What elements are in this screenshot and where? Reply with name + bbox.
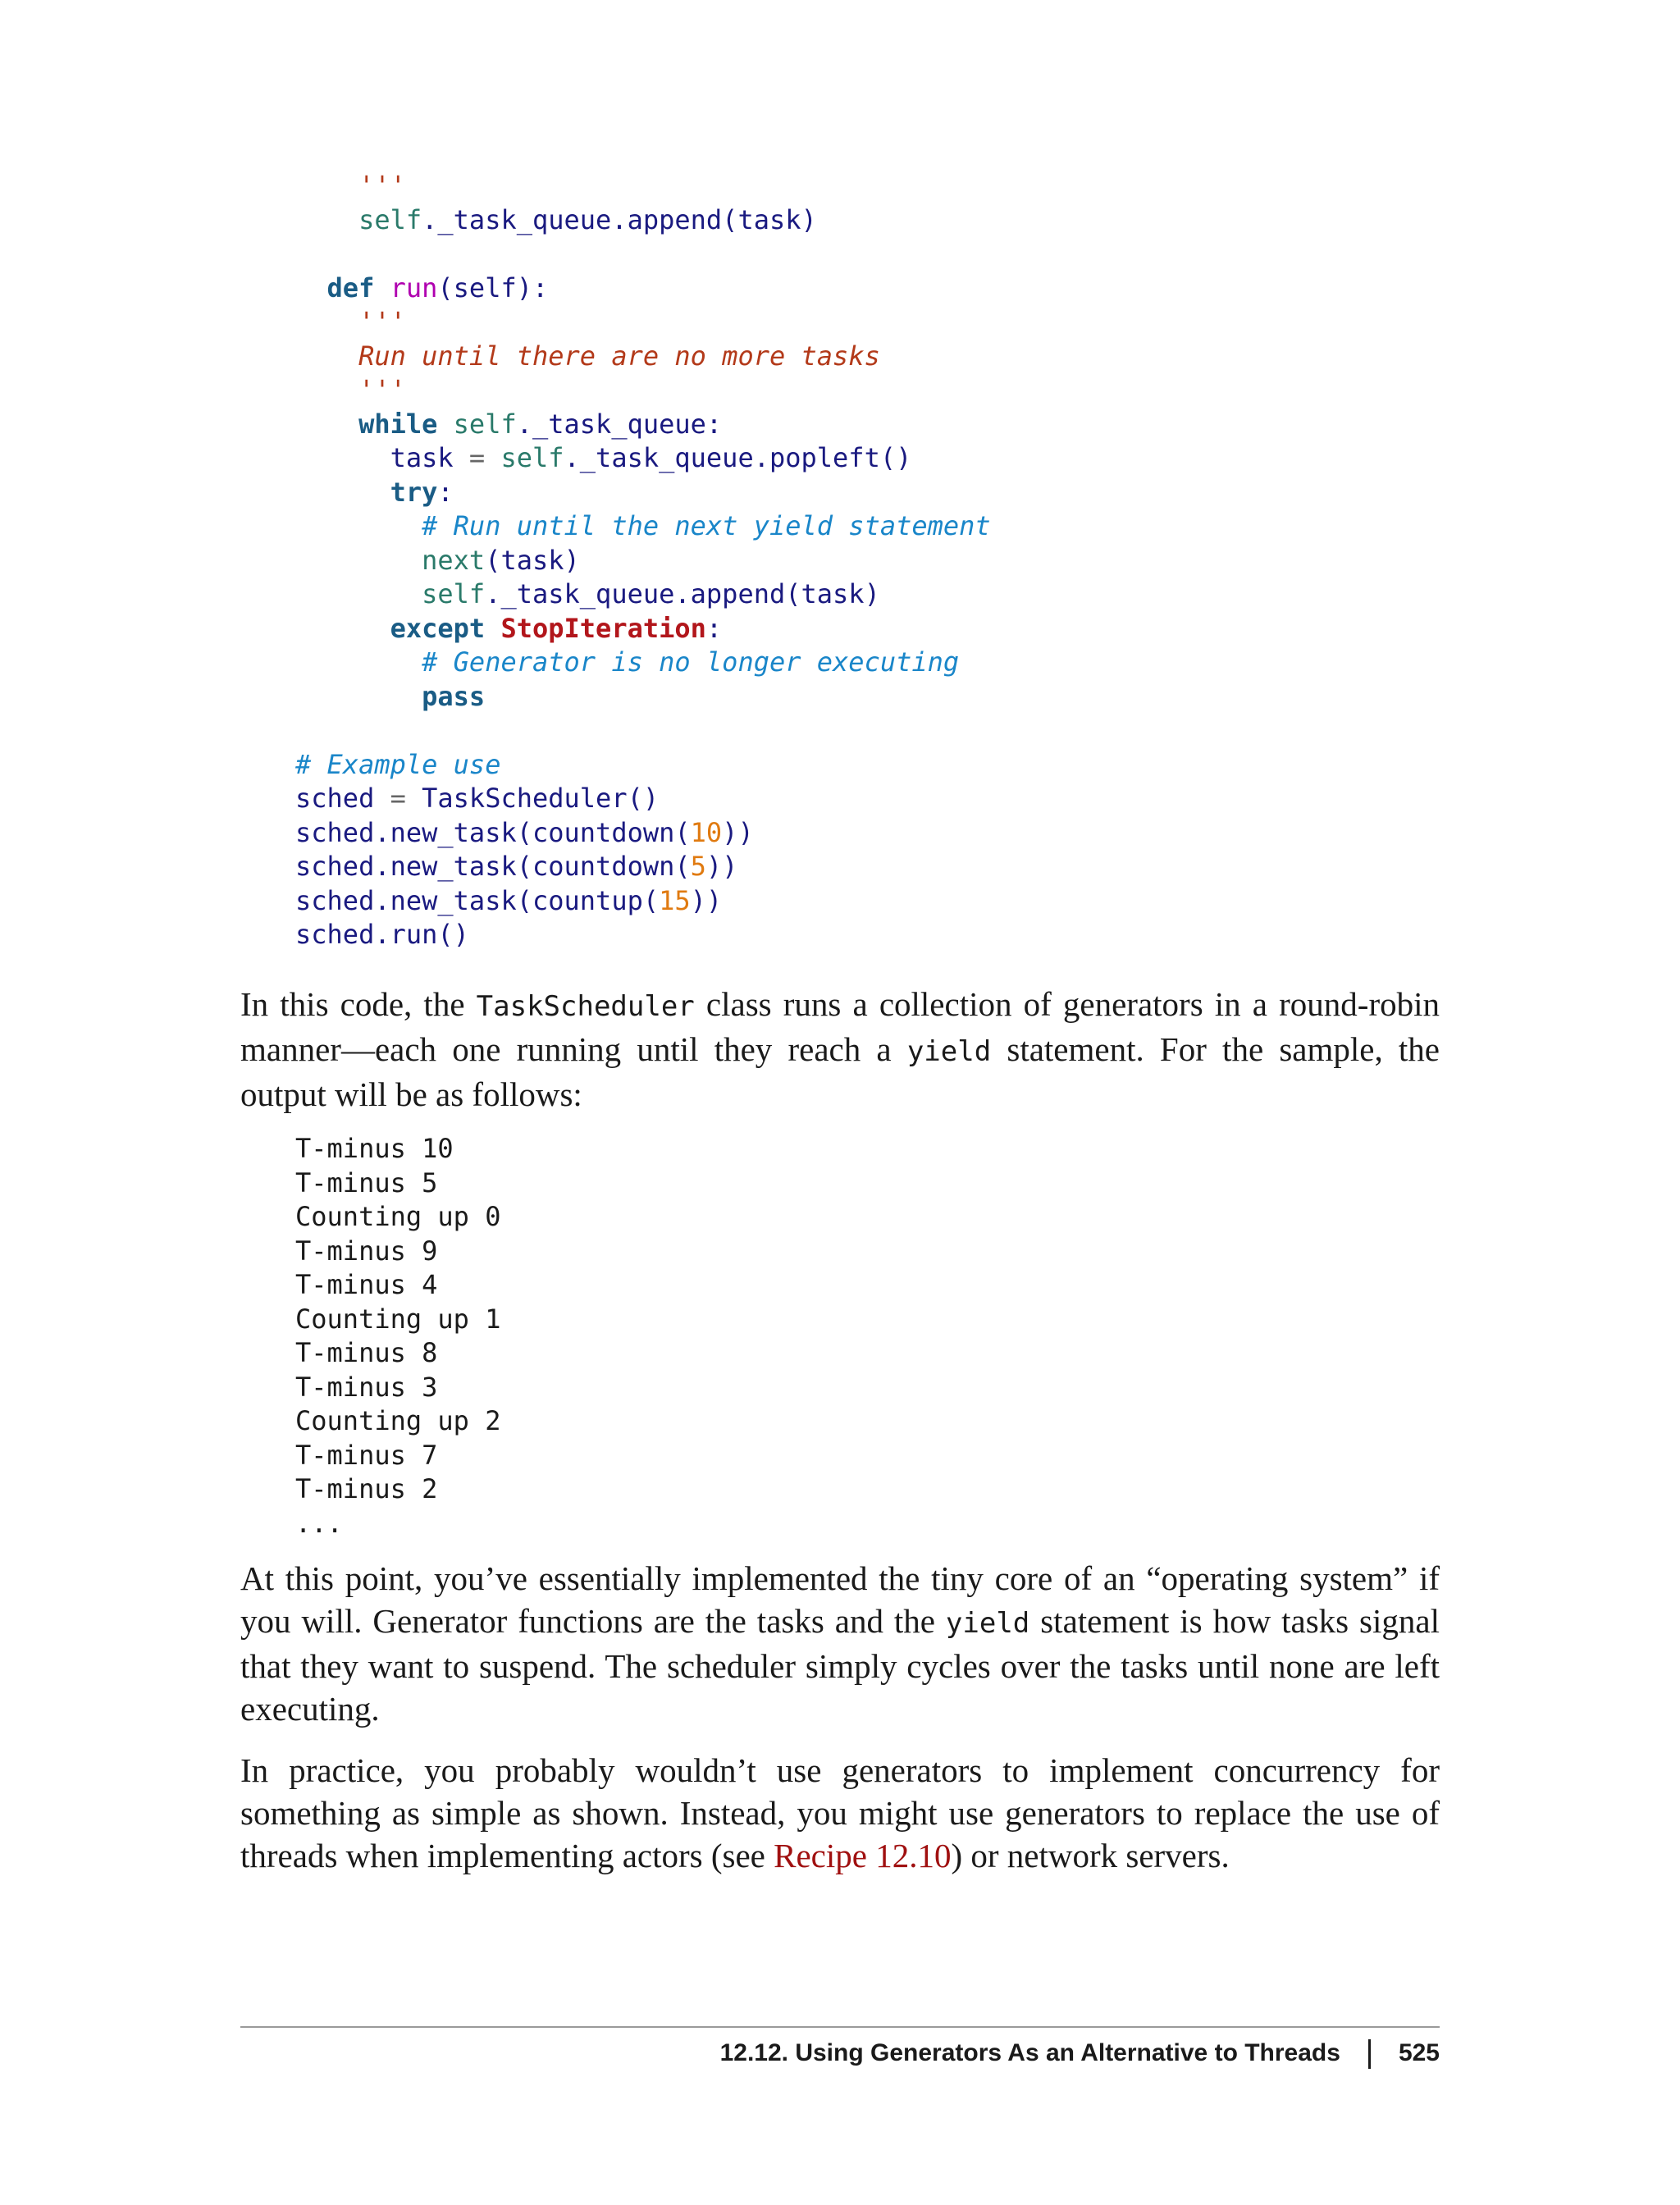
code-line: [295, 646, 991, 680]
code-token: :: [705, 612, 723, 644]
code-token: (self):: [437, 272, 549, 304]
code-token: 10: [690, 816, 723, 848]
code-token: )): [690, 884, 723, 916]
code-token: ._task_queue.popleft(): [564, 442, 912, 473]
para1-text-3: statement. For the sample, the output will be as follows:: [240, 1030, 1440, 1113]
code-token: ''': [358, 374, 406, 405]
code-token: =: [468, 442, 501, 473]
code-line: [295, 578, 991, 612]
code-line: [295, 680, 991, 714]
code-token: task: [390, 442, 469, 473]
code-token: self: [500, 442, 564, 473]
code-line: [295, 884, 991, 919]
code-token: try: [390, 476, 438, 508]
code-token: ._task_queue.append(task): [485, 578, 880, 609]
para2-text-2: statement is how tasks signal that they want to suspend. The scheduler simply cycles over the tasks until none are left executing.: [240, 1602, 1440, 1728]
code-line: [295, 340, 991, 374]
paragraph-in-practice: [240, 1749, 1440, 1877]
code-line: [295, 373, 991, 408]
para2-text-1: At this point, you’ve essentially implemented the tiny core of an “operating system” if you will. Generator functions are the tasks and the: [240, 1559, 1440, 1640]
code-token: 15: [659, 884, 691, 916]
output-line: T-minus 9: [295, 1235, 438, 1267]
para1-text-1: In this code, the: [240, 985, 477, 1023]
code-token: sched.new_task(countdown(: [295, 816, 691, 848]
code-token: :: [437, 476, 454, 508]
code-token: self: [358, 203, 422, 235]
recipe-link[interactable]: Recipe 12.10: [774, 1837, 952, 1874]
code-token: ''': [358, 170, 406, 201]
code-line: [295, 169, 991, 203]
output-block: [295, 1132, 500, 1541]
paragraph-operating-system: [240, 1557, 1440, 1730]
code-token: Run until there are no more tasks: [358, 340, 880, 372]
code-line: [295, 203, 991, 238]
code-line: [295, 272, 991, 306]
code-token: self: [453, 408, 517, 440]
code-token: self: [422, 578, 486, 609]
code-token: next: [422, 544, 486, 576]
footer-rule: [240, 2026, 1440, 2028]
inline-code-yield: yield: [906, 1035, 992, 1068]
inline-code-taskscheduler: TaskScheduler: [476, 990, 695, 1023]
code-token: TaskScheduler(): [422, 783, 660, 814]
code-token: 5: [690, 851, 706, 882]
code-token: while: [358, 408, 454, 440]
code-line: [295, 408, 991, 442]
output-line: Counting up 0: [295, 1201, 501, 1232]
output-line: ...: [295, 1507, 343, 1539]
code-token: sched.run(): [295, 919, 469, 950]
code-line: [295, 476, 991, 510]
code-line: [295, 850, 991, 884]
output-line: T-minus 2: [295, 1473, 438, 1504]
code-token: ''': [358, 306, 406, 337]
code-line: [295, 612, 991, 646]
code-blank-line: [295, 714, 991, 748]
footer-section-title: 12.12. Using Generators As an Alternative to Threads: [719, 2039, 1340, 2066]
code-token: StopIteration: [500, 612, 706, 644]
output-line: Counting up 2: [295, 1405, 501, 1436]
code-token: ._task_queue:: [516, 408, 723, 440]
output-line: T-minus 8: [295, 1337, 438, 1368]
code-token: )): [722, 816, 754, 848]
output-line: T-minus 3: [295, 1371, 438, 1403]
code-token: run: [390, 272, 438, 304]
code-line: [295, 509, 991, 544]
output-line: T-minus 10: [295, 1133, 454, 1164]
output-line: T-minus 7: [295, 1439, 438, 1471]
code-block: [295, 169, 991, 952]
code-line: [295, 782, 991, 816]
code-token: sched: [295, 783, 390, 814]
para3-text-2: ) or network servers.: [951, 1837, 1230, 1874]
output-line: T-minus 4: [295, 1269, 438, 1300]
code-line: [295, 918, 991, 952]
output-line: T-minus 5: [295, 1166, 438, 1198]
code-line: [295, 305, 991, 340]
code-token: )): [705, 851, 738, 882]
page-footer: [240, 2033, 1440, 2074]
inline-code-yield: yield: [945, 1607, 1030, 1640]
code-token: # Example use: [295, 748, 501, 780]
code-token: pass: [422, 680, 486, 712]
code-token: (task): [485, 544, 580, 576]
code-line: [295, 816, 991, 851]
paragraph-taskscheduler-explanation: [240, 983, 1440, 1116]
code-line: [295, 441, 991, 476]
code-token: def: [326, 272, 390, 304]
code-line: [295, 544, 991, 578]
code-token: (task): [722, 203, 817, 235]
code-token: ._task_queue.: [422, 203, 628, 235]
code-token: append: [627, 203, 723, 235]
code-token: # Generator is no longer executing: [422, 646, 960, 678]
code-token: sched.new_task(countup(: [295, 884, 660, 916]
para3-text-1: In practice, you probably wouldn’t use generators to implement concurrency for something as simple as shown. Instead, you might use generators to replace the use of threads when implementing actors (see: [240, 1751, 1440, 1874]
page-number: 525: [1398, 2039, 1440, 2066]
code-token: =: [390, 783, 422, 814]
para1-text-2: class runs a collection of generators in a round-robin manner—each one running until they reach a: [240, 985, 1440, 1068]
code-line: [295, 748, 991, 783]
code-token: sched.new_task(countdown(: [295, 851, 691, 882]
output-line: Counting up 1: [295, 1303, 501, 1335]
code-token: # Run until the next yield statement: [422, 510, 991, 541]
code-token: except: [390, 612, 501, 644]
footer-separator: [1368, 2039, 1371, 2069]
code-blank-line: [295, 237, 991, 272]
